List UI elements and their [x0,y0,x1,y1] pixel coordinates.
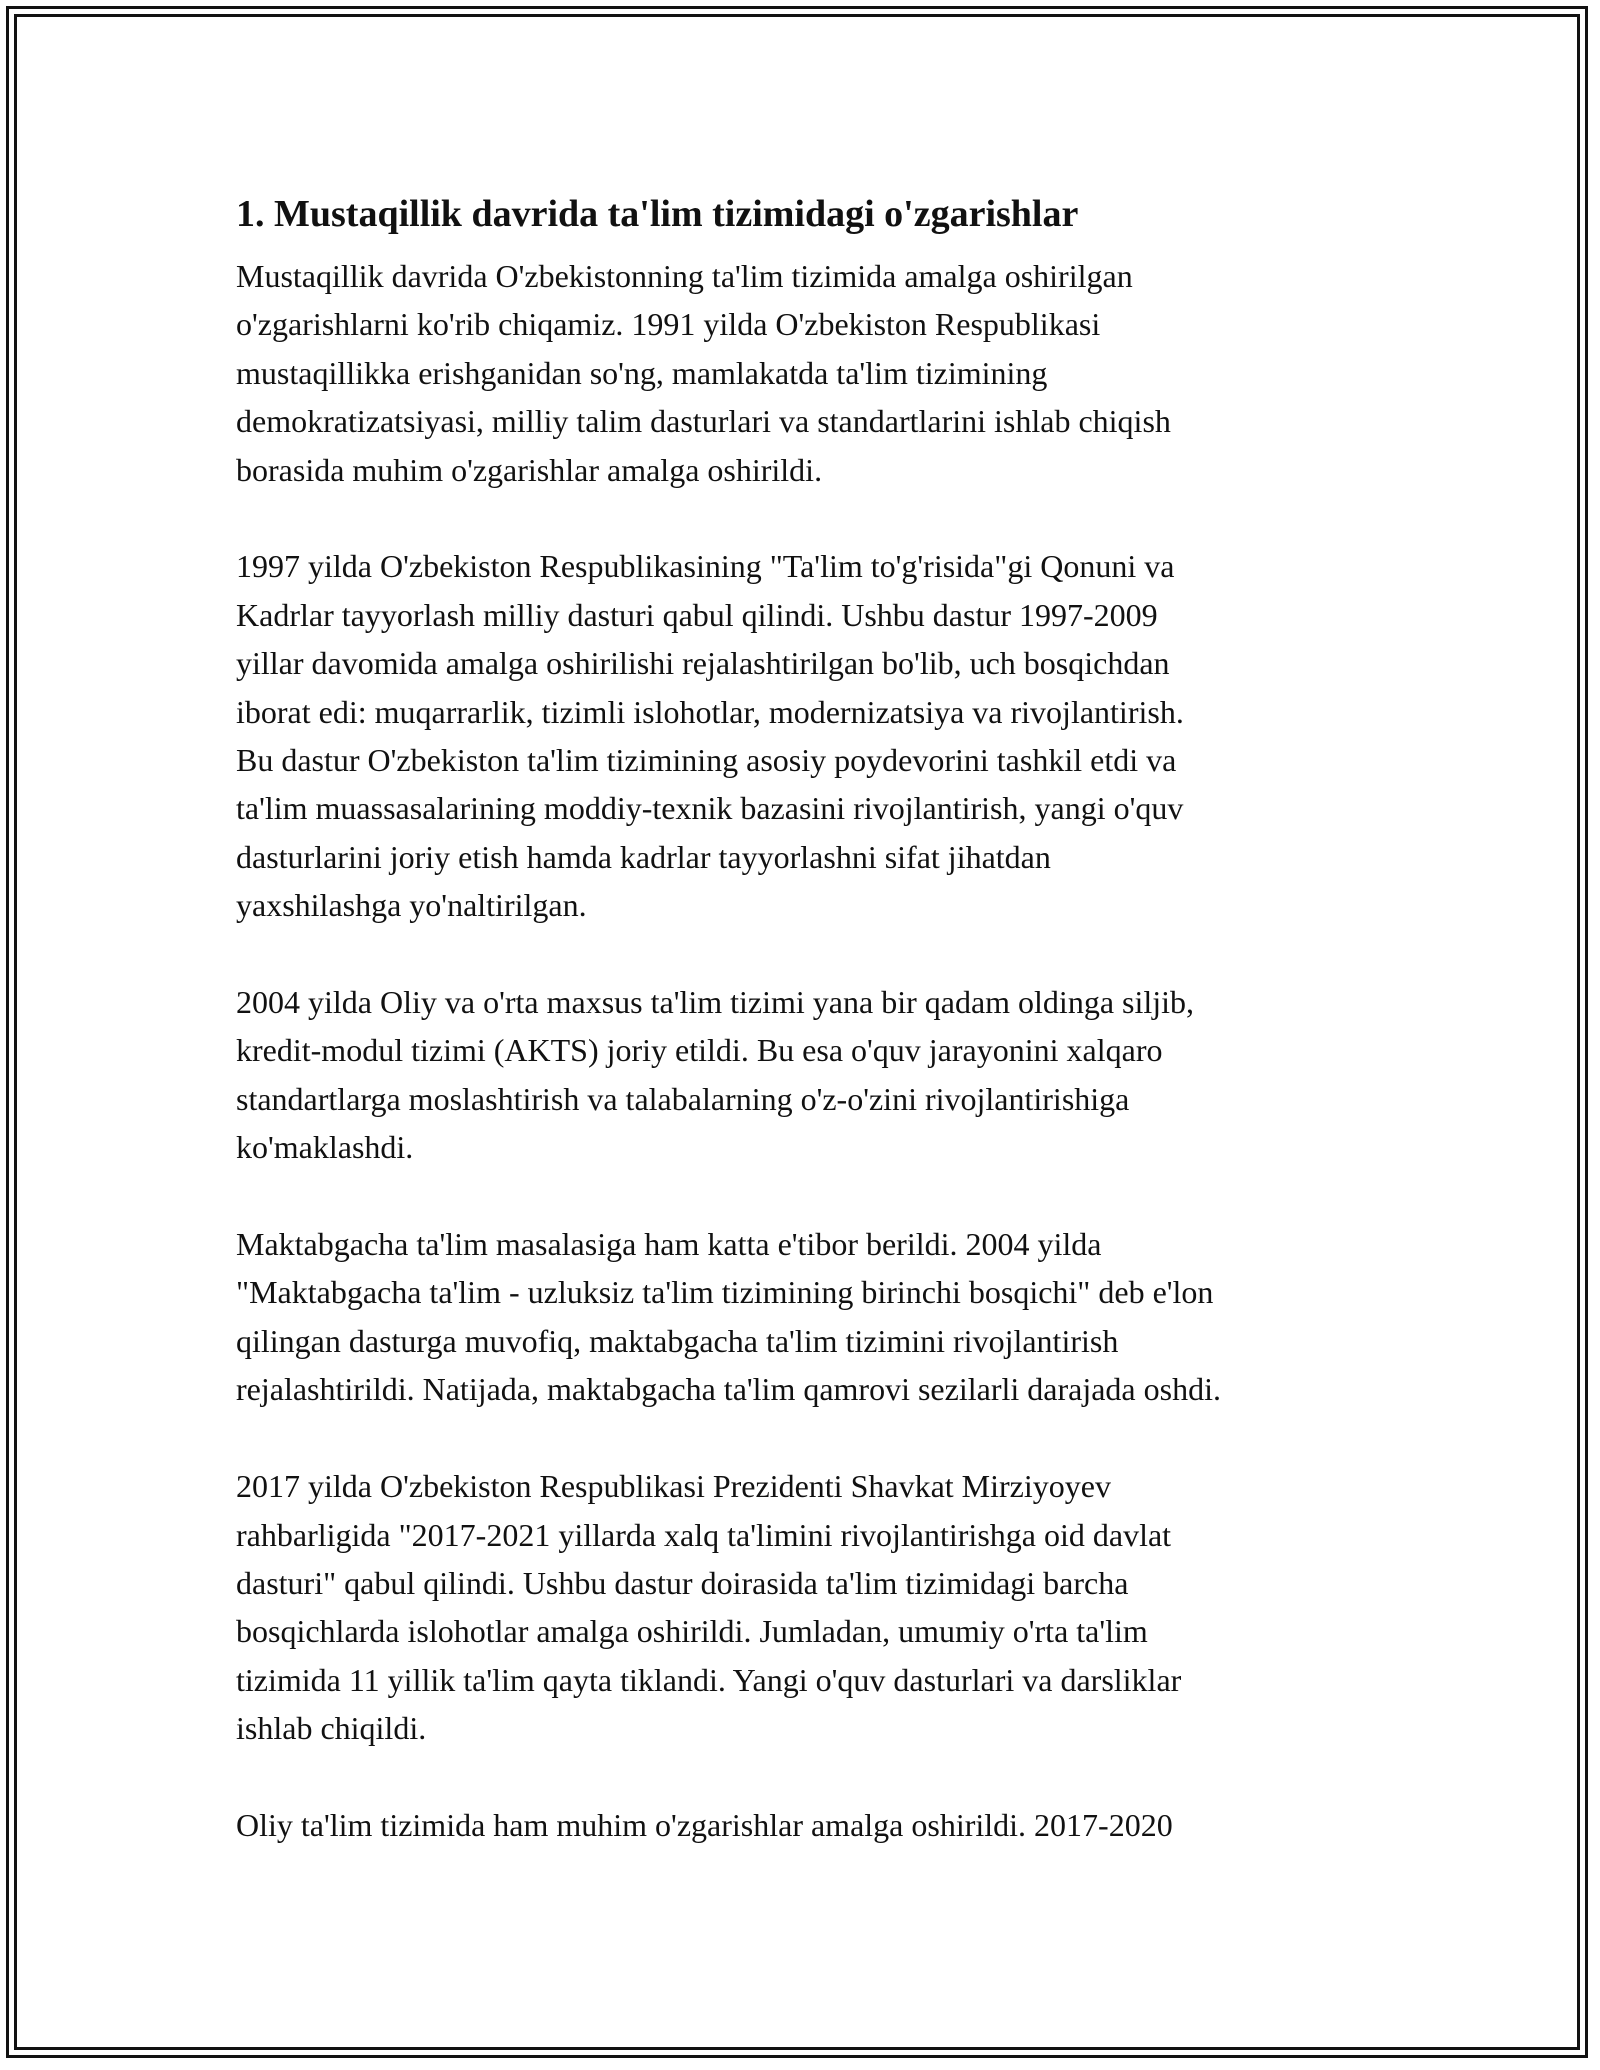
paragraph-2 [236,542,1376,929]
text-line: dasturi" qabul qilindi. Ushbu dastur doirasida ta'lim tizimidagi barcha [236,1564,1129,1601]
text-line: iborat edi: muqarrarlik, tizimli islohotlar, modernizatsiya va rivojlantirish. [236,693,1184,730]
text-line: borasida muhim o'zgarishlar amalga oshirildi. [236,451,823,488]
text-line: rahbarligida "2017-2021 yillarda xalq ta'limini rivojlantirishga oid davlat [236,1516,1172,1553]
text-line: qilingan dasturga muvofiq, maktabgacha ta'lim tizimini rivojlantirish [236,1322,1119,1359]
text-line: dasturlarini joriy etish hamda kadrlar tayyorlashni sifat jihatdan [236,838,1051,875]
paragraph-6 [236,1801,1376,1849]
document-body [236,186,1376,1898]
text-line: mustaqillikka erishganidan so'ng, mamlakatda ta'lim tizimining [236,354,1048,391]
paragraph-1 [236,252,1376,494]
text-line: rejalashtirildi. Natijada, maktabgacha ta'lim qamrovi sezilarli darajada oshdi. [236,1371,1221,1408]
paragraph-3 [236,978,1376,1172]
text-line: standartlarga moslashtirish va talabalarning o'z-o'zini rivojlantirishiga [236,1080,1130,1117]
text-line: demokratizatsiyasi, milliy talim dasturlari va standartlarini ishlab chiqish [236,403,1171,440]
text-line: "Maktabgacha ta'lim - uzluksiz ta'lim tizimining birinchi bosqichi" deb e'lon [236,1274,1214,1311]
text-line: tizimida 11 yillik ta'lim qayta tiklandi. Yangi o'quv dasturlari va darsliklar [236,1661,1182,1698]
text-line: 2004 yilda Oliy va o'rta maxsus ta'lim tizimi yana bir qadam oldinga siljib, [236,984,1195,1021]
text-line: 2017 yilda O'zbekiston Respublikasi Prezidenti Shavkat Mirziyoyev [236,1468,1111,1505]
text-line: Kadrlar tayyorlash milliy dasturi qabul qilindi. Ushbu dastur 1997-2009 [236,596,1158,633]
text-line: Maktabgacha ta'lim masalasiga ham katta e'tibor berildi. 2004 yilda [236,1226,1102,1263]
text-line: o'zgarishlarni ko'rib chiqamiz. 1991 yilda O'zbekiston Respublikasi [236,306,1101,343]
text-line: ta'lim muassasalarining moddiy-texnik bazasini rivojlantirish, yangi o'quv [236,790,1184,827]
text-line: Oliy ta'lim tizimida ham muhim o'zgarishlar amalga oshirildi. 2017-2020 [236,1806,1173,1843]
text-line: bosqichlarda islohotlar amalga oshirildi. Jumladan, umumiy o'rta ta'lim [236,1613,1148,1650]
text-line: yaxshilashga yo'naltirilgan. [236,887,587,924]
text-line: ko'maklashdi. [236,1129,414,1166]
text-line: ishlab chiqildi. [236,1710,427,1747]
text-line: Mustaqillik davrida O'zbekistonning ta'lim tizimida amalga oshirilgan [236,258,1133,294]
text-line: Bu dastur O'zbekiston ta'lim tizimining asosiy poydevorini tashkil etdi va [236,742,1177,779]
paragraph-5 [236,1462,1376,1752]
text-line: yillar davomida amalga oshirilishi rejalashtirilgan bo'lib, uch bosqichdan [236,645,1170,682]
text-line: kredit-modul tizimi (AKTS) joriy etildi. Bu esa o'quv jarayonini xalqaro [236,1032,1163,1069]
text-line: 1997 yilda O'zbekiston Respublikasining "Ta'lim to'g'risida"gi Qonuni va [236,548,1175,585]
section-heading: 1. Mustaqillik davrida ta'lim tizimidagi o'zgarishlar [236,193,1079,235]
paragraph-4 [236,1220,1376,1414]
